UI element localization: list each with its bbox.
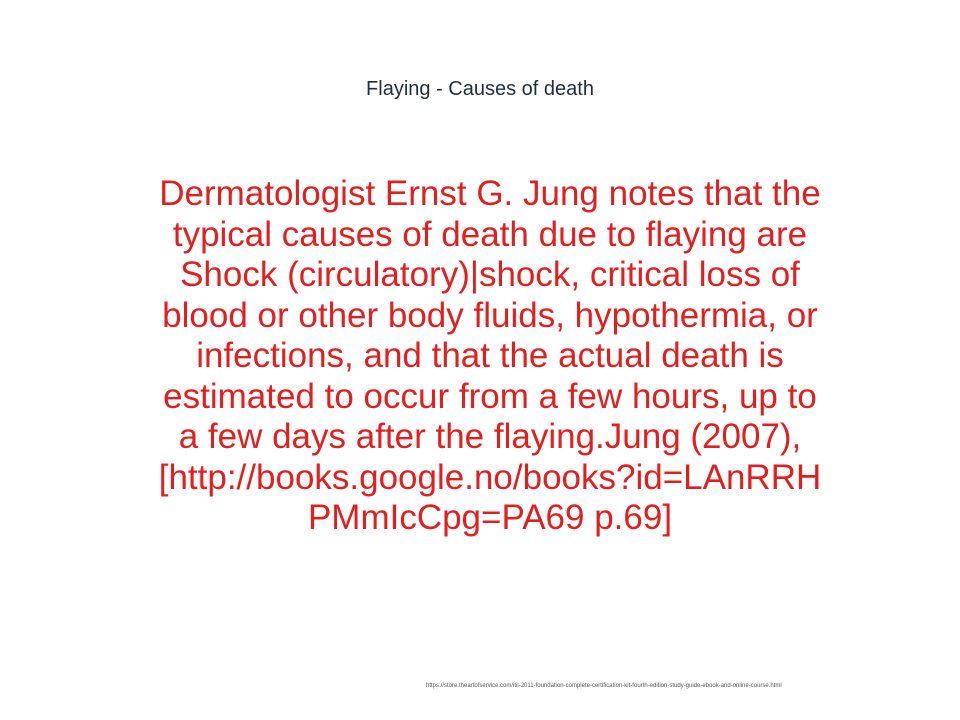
body-line: [http://books.google.no/books?id=LAnRRH [158,457,822,497]
body-line: infections, and that the actual death is [196,336,784,375]
footer-source-url: https://store.theartofservice.com/itil-2011-foundation-complete-certification-kit-fourth-edition-study-guide-ebook-and-online-course.html [426,683,782,689]
body-line: PMmIcCpg=PA69 p.69] [307,498,673,537]
slide-title: Flaying - Causes of death [366,78,594,100]
body-line: a few days after the flaying.Jung (2007), [178,417,802,456]
body-line: blood or other body fluids, hypothermia, or [162,295,818,335]
slide-body-text [60,174,920,539]
body-line: estimated to occur from a few hours, up to [163,376,817,416]
body-line: Dermatologist Ernst G. Jung notes that the [159,174,821,213]
body-line: typical causes of death due to flaying are [172,214,808,254]
body-line: Shock (circulatory)|shock, critical loss of [180,255,800,294]
